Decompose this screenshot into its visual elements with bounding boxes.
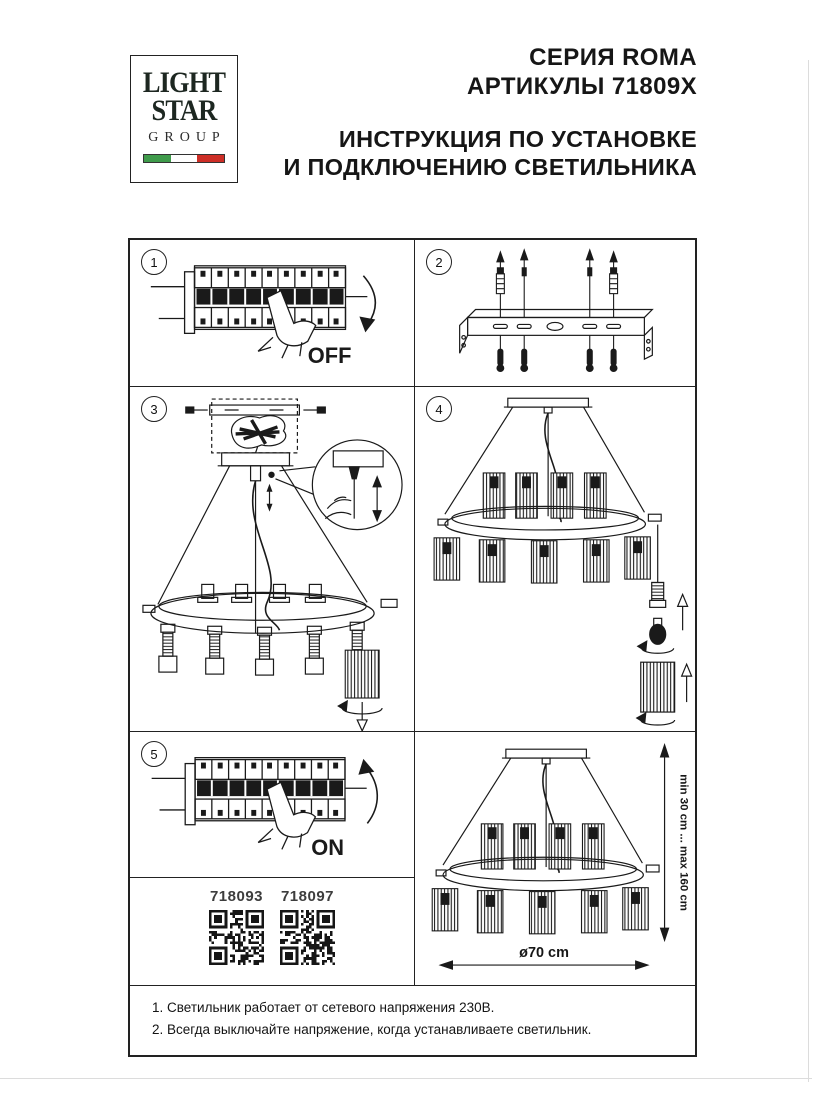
header-text	[283, 44, 697, 182]
height-dimension	[661, 745, 669, 940]
lightstar-logo	[130, 55, 238, 183]
flag-green	[144, 155, 171, 162]
shade-installation-diagram	[415, 387, 695, 731]
step-5-number: 5	[141, 741, 167, 767]
rotate-down-arrow-icon	[338, 701, 382, 731]
off-label: OFF	[307, 343, 352, 369]
diameter-dimension	[440, 961, 647, 969]
qr-code-right	[280, 910, 335, 965]
steps-grid	[128, 238, 697, 1057]
anchor-screws	[496, 250, 617, 372]
step-3-number: 3	[141, 396, 167, 422]
arrow-up-icon	[358, 759, 377, 824]
step-4-number: 4	[426, 396, 452, 422]
logo-word-group: GROUP	[148, 130, 226, 146]
step-1-panel	[130, 240, 415, 387]
italian-flag-icon	[143, 154, 225, 163]
note-1: 1. Светильник работает от сетевого напряжения 230В.	[152, 1000, 495, 1015]
ribbed-shade	[641, 662, 675, 712]
page-edge-bottom	[0, 1078, 812, 1079]
instruction-title-line2: И ПОДКЛЮЧЕНИЮ СВЕТИЛЬНИКА	[283, 154, 697, 181]
step-5-panel	[130, 732, 415, 878]
circuit-breaker-on-diagram	[130, 732, 414, 877]
arrow-down-icon	[359, 276, 375, 333]
lamp-sockets	[159, 622, 366, 675]
flag-white	[171, 155, 198, 162]
chandelier-dimensions-diagram	[415, 732, 695, 985]
articles-title: АРТИКУЛЫ 71809X	[467, 72, 697, 100]
article-number-left: 718093	[209, 888, 264, 905]
up-down-arrow-icon	[267, 484, 273, 512]
mounting-bracket-diagram	[415, 240, 695, 386]
step-2-number: 2	[426, 249, 452, 275]
arrow-up-icon	[678, 594, 688, 630]
note-2: 2. Всегда выключайте напряжение, когда устанавливаете светильник.	[152, 1021, 592, 1037]
step-1-number: 1	[141, 249, 167, 275]
page-edge-right	[808, 60, 809, 1082]
article-right-column	[280, 888, 335, 970]
step-2-panel	[415, 240, 695, 387]
instruction-title	[283, 125, 697, 182]
instruction-title-line1: ИНСТРУКЦИЯ ПО УСТАНОВКЕ	[338, 125, 697, 152]
article-number-right: 718097	[280, 888, 335, 905]
step-3-panel	[130, 387, 415, 732]
series-title: СЕРИЯ ROMA	[529, 44, 697, 71]
step-4-panel	[415, 387, 695, 732]
logo-word-star: STAR	[151, 94, 217, 128]
logo-word-light: LIGHT	[142, 66, 226, 99]
on-label: ON	[311, 835, 344, 861]
ribbed-shade	[345, 650, 379, 698]
canopy-assembly-diagram	[130, 387, 414, 731]
circuit-breaker-off-diagram	[130, 240, 414, 386]
arrow-up-icon	[682, 664, 692, 702]
qr-code-left	[209, 910, 264, 965]
article-left-column	[209, 888, 264, 970]
dimensions-panel	[415, 732, 695, 986]
diameter-label: ø70 cm	[519, 945, 569, 962]
article-qr-panel	[130, 878, 415, 986]
flag-red	[197, 155, 224, 162]
notes-panel	[130, 986, 695, 1055]
height-range-label: min 30 cm ... max 160 cm	[677, 774, 690, 911]
